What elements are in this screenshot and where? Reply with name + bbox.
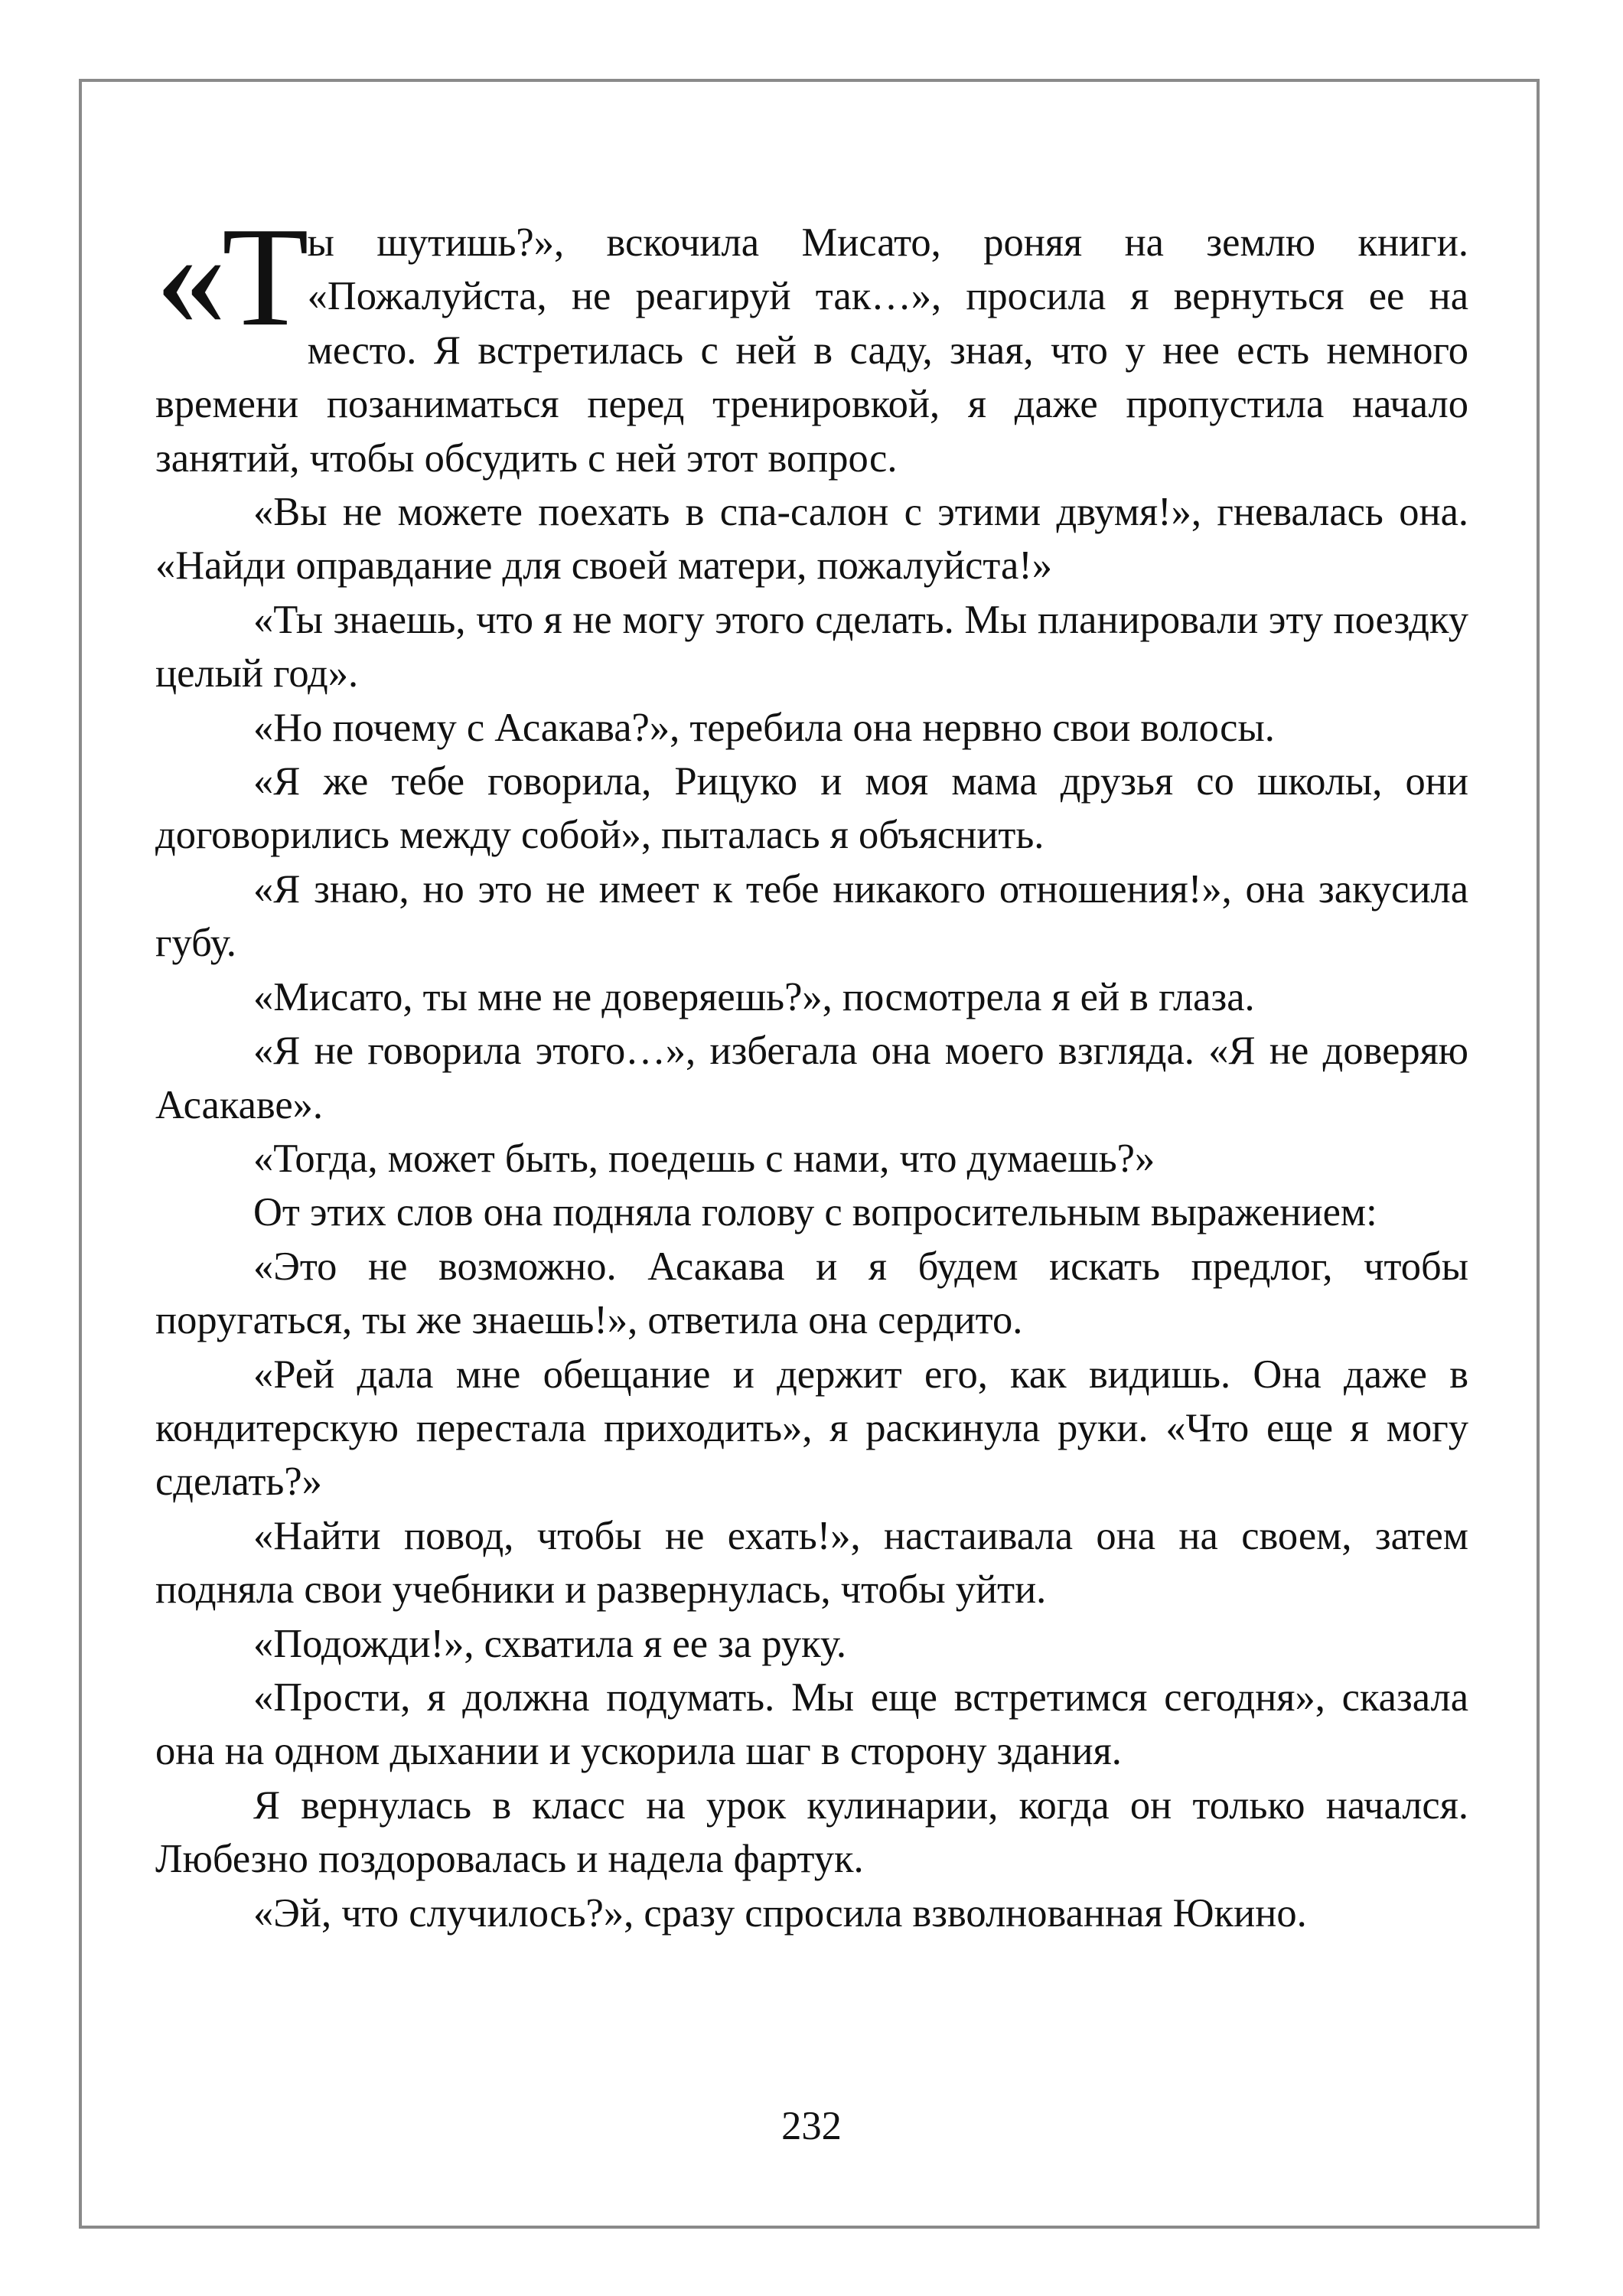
paragraph-1 bbox=[155, 198, 1468, 485]
paragraph-6: «Я знаю, но это не имеет к тебе никакого отношения!», она закусила губу. bbox=[155, 866, 1468, 966]
paragraph-16: Я вернулась в класс на урок кулинарии, когда он только начался. Любезно поздоровалась и надела фартук. bbox=[155, 1782, 1468, 1882]
paragraph-11: «Это не возможно. Асакава и я будем искать предлог, чтобы поругаться, ты же знаешь!», ответила она сердито. bbox=[155, 1244, 1468, 1343]
paragraph-text: ы шутишь?», вскочила Мисато, роняя на землю книги. «Пожалуйста, не реагируй так…», просила я вернуться ее на место. Я встретилась с ней в саду, зная, что у нее есть немного времени позаниматься перед тренировкой, я даже пропустила начало занятий, чтобы обсудить с ней этот вопрос. bbox=[155, 220, 1468, 481]
paragraph-4: «Но почему с Асакава?», теребила она нервно свои волосы. bbox=[253, 705, 1275, 750]
paragraph-9: «Тогда, может быть, поедешь с нами, что думаешь?» bbox=[253, 1136, 1155, 1181]
paragraph-12: «Рей дала мне обещание и держит его, как видишь. Она даже в кондитерскую перестала приходить», я раскинула руки. «Что еще я могу сделать?» bbox=[155, 1352, 1468, 1505]
paragraph-3: «Ты знаешь, что я не могу этого сделать. Мы планировали эту поездку целый год». bbox=[155, 597, 1468, 696]
paragraph-10: От этих слов она подняла голову с вопросительным выражением: bbox=[253, 1190, 1377, 1235]
paragraph-14: «Подожди!», схватила я ее за руку. bbox=[253, 1621, 847, 1666]
page-number: 232 bbox=[781, 2104, 842, 2148]
paragraph-17: «Эй, что случилось?», сразу спросила взволнованная Юкино. bbox=[253, 1890, 1307, 1936]
paragraph-5: «Я же тебе говорила, Рицуко и моя мама друзья со школы, они договорились между собой», пыталась я объяснить. bbox=[155, 759, 1468, 858]
paragraph-8: «Я не говорила этого…», избегала она моего взгляда. «Я не доверяю Асакаве». bbox=[155, 1029, 1468, 1127]
paragraph-13: «Найти повод, чтобы не ехать!», настаивала она на своем, затем подняла свои учебники и развернулась, чтобы уйти. bbox=[155, 1513, 1468, 1613]
paragraph-2: «Вы не можете поехать в спа-салон с этими двумя!», гневалась она. «Найди оправдание для своей матери, пожалуйста!» bbox=[155, 490, 1468, 589]
body-text bbox=[155, 198, 1468, 1940]
paragraph-15: «Прости, я должна подумать. Мы еще встретимся сегодня», сказала она на одном дыхании и ускорила шаг в сторону здания. bbox=[155, 1675, 1468, 1774]
paragraph-7: «Мисато, ты мне не доверяешь?», посмотрела я ей в глаза. bbox=[253, 974, 1255, 1019]
drop-cap: «Т bbox=[155, 198, 305, 356]
